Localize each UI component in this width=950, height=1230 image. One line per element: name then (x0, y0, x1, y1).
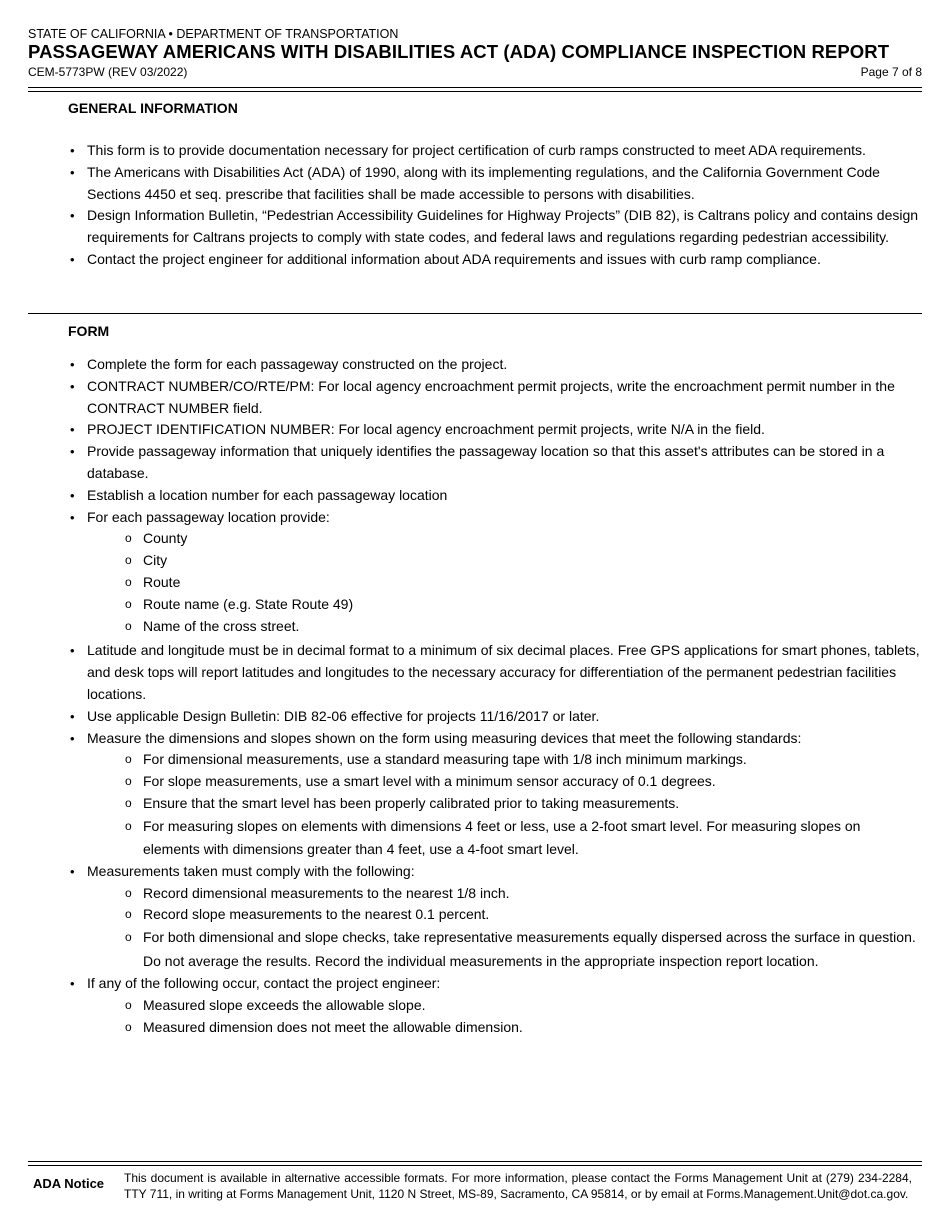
list-item-text: Measurements taken must comply with the following: (87, 862, 415, 879)
sub-list-item: o Measured slope exceeds the allowable slope. (143, 995, 920, 1017)
list-item (68, 973, 920, 1038)
list-item: • This form is to provide documentation necessary for project certification of curb ramps constructed to meet ADA requirements. (68, 140, 920, 162)
list-item: • Use applicable Design Bulletin: DIB 82-06 effective for projects 11/16/2017 or later. (68, 706, 920, 728)
sub-list-item: o For slope measurements, use a smart level with a minimum sensor accuracy of 0.1 degrees. (143, 771, 920, 793)
list-item (68, 728, 920, 861)
list-item: • The Americans with Disabilities Act (ADA) of 1990, along with its implementing regulations, and the California Government Code Sections 4450 et seq. prescribe that facilities shall be made accessible to persons with disabilities. (68, 162, 920, 206)
form-instructions-list (68, 354, 920, 1039)
sub-list-item: o Measured dimension does not meet the allowable dimension. (143, 1017, 920, 1039)
sub-list-item: o City (143, 550, 920, 572)
list-item: • CONTRACT NUMBER/CO/RTE/PM: For local agency encroachment permit projects, write the encroachment permit number in the CONTRACT NUMBER field. (68, 376, 920, 420)
sub-list-item: o County (143, 528, 920, 550)
page-number: Page 7 of 8 (860, 65, 922, 79)
location-fields-list (87, 528, 920, 637)
sub-list-item: o Route (143, 572, 920, 594)
list-item: • Provide passageway information that uniquely identifies the passageway location so that this asset's attributes can be stored in a database. (68, 441, 920, 485)
list-item-text: For each passageway location provide: (87, 508, 330, 525)
sub-list-item: o For measuring slopes on elements with dimensions 4 feet or less, use a 2-foot smart level. For measuring slopes on elements with dimensions greater than 4 feet, use a 4-foot smart level. (143, 815, 920, 861)
footer-rule-secondary (28, 1165, 922, 1166)
list-item: • Contact the project engineer for additional information about ADA requirements and issues with curb ramp compliance. (68, 249, 920, 271)
section-divider (28, 313, 922, 314)
header-rule-secondary (28, 91, 922, 92)
sub-list-item: o For both dimensional and slope checks, take representative measurements equally dispersed across the surface in question. Do not average the results. Record the individual measurements in the appropriate inspection report location. (143, 926, 920, 973)
form-number: CEM-5773PW (REV 03/2022) (28, 65, 188, 79)
sub-list-item: o Route name (e.g. State Route 49) (143, 594, 920, 616)
list-item: • Design Information Bulletin, “Pedestrian Accessibility Guidelines for Highway Projects” (DIB 82), is Caltrans policy and contains design requirements for Caltrans projects to comply with state codes, and federal laws and regulations regarding pedestrian accessibility. (68, 205, 920, 249)
list-item: • PROJECT IDENTIFICATION NUMBER: For local agency encroachment permit projects, write N/A in the field. (68, 419, 920, 441)
form-heading: FORM (68, 323, 110, 339)
list-item (68, 861, 920, 973)
sub-list-item: o Name of the cross street. (143, 616, 920, 638)
list-item-text: Measure the dimensions and slopes shown on the form using measuring devices that meet the following standards: (87, 729, 802, 746)
list-item: • Complete the form for each passageway constructed on the project. (68, 354, 920, 376)
list-item: • Establish a location number for each passageway location (68, 485, 920, 507)
list-item (68, 507, 920, 638)
sub-list-item: o Ensure that the smart level has been properly calibrated prior to taking measurements. (143, 793, 920, 815)
sub-list-item: o Record slope measurements to the nearest 0.1 percent. (143, 904, 920, 926)
general-info-heading: GENERAL INFORMATION (68, 100, 238, 116)
page-title: PASSAGEWAY AMERICANS WITH DISABILITIES ACT (ADA) COMPLIANCE INSPECTION REPORT (28, 41, 890, 62)
sub-list-item: o Record dimensional measurements to the nearest 1/8 inch. (143, 883, 920, 905)
ada-notice-text: This document is available in alternative accessible formats. For more information, please contact the Forms Management Unit at (279) 234-2284, TTY 711, in writing at Forms Management Unit, 1120 N Street, MS-89, Sacramento, CA 95814, or by email at Forms.Management.Unit@dot.ca.gov. (124, 1171, 912, 1201)
ada-notice-label: ADA Notice (33, 1176, 105, 1191)
footer-rule (28, 1161, 922, 1162)
measurement-rules-list (87, 883, 920, 974)
header-rule (28, 87, 922, 88)
list-item: • Latitude and longitude must be in decimal format to a minimum of six decimal places. Free GPS applications for smart phones, tablets, and desk tops will report latitudes and longitudes to the necessary accuracy for differentiation of the permanent pedestrian facilities locations. (68, 640, 920, 705)
device-standards-list (87, 749, 920, 860)
general-info-list (68, 140, 920, 271)
contact-conditions-list (87, 995, 920, 1039)
list-item-text: If any of the following occur, contact the project engineer: (87, 975, 441, 992)
agency-line: STATE OF CALIFORNIA • DEPARTMENT OF TRANSPORTATION (28, 27, 399, 41)
sub-list-item: o For dimensional measurements, use a standard measuring tape with 1/8 inch minimum markings. (143, 749, 920, 771)
